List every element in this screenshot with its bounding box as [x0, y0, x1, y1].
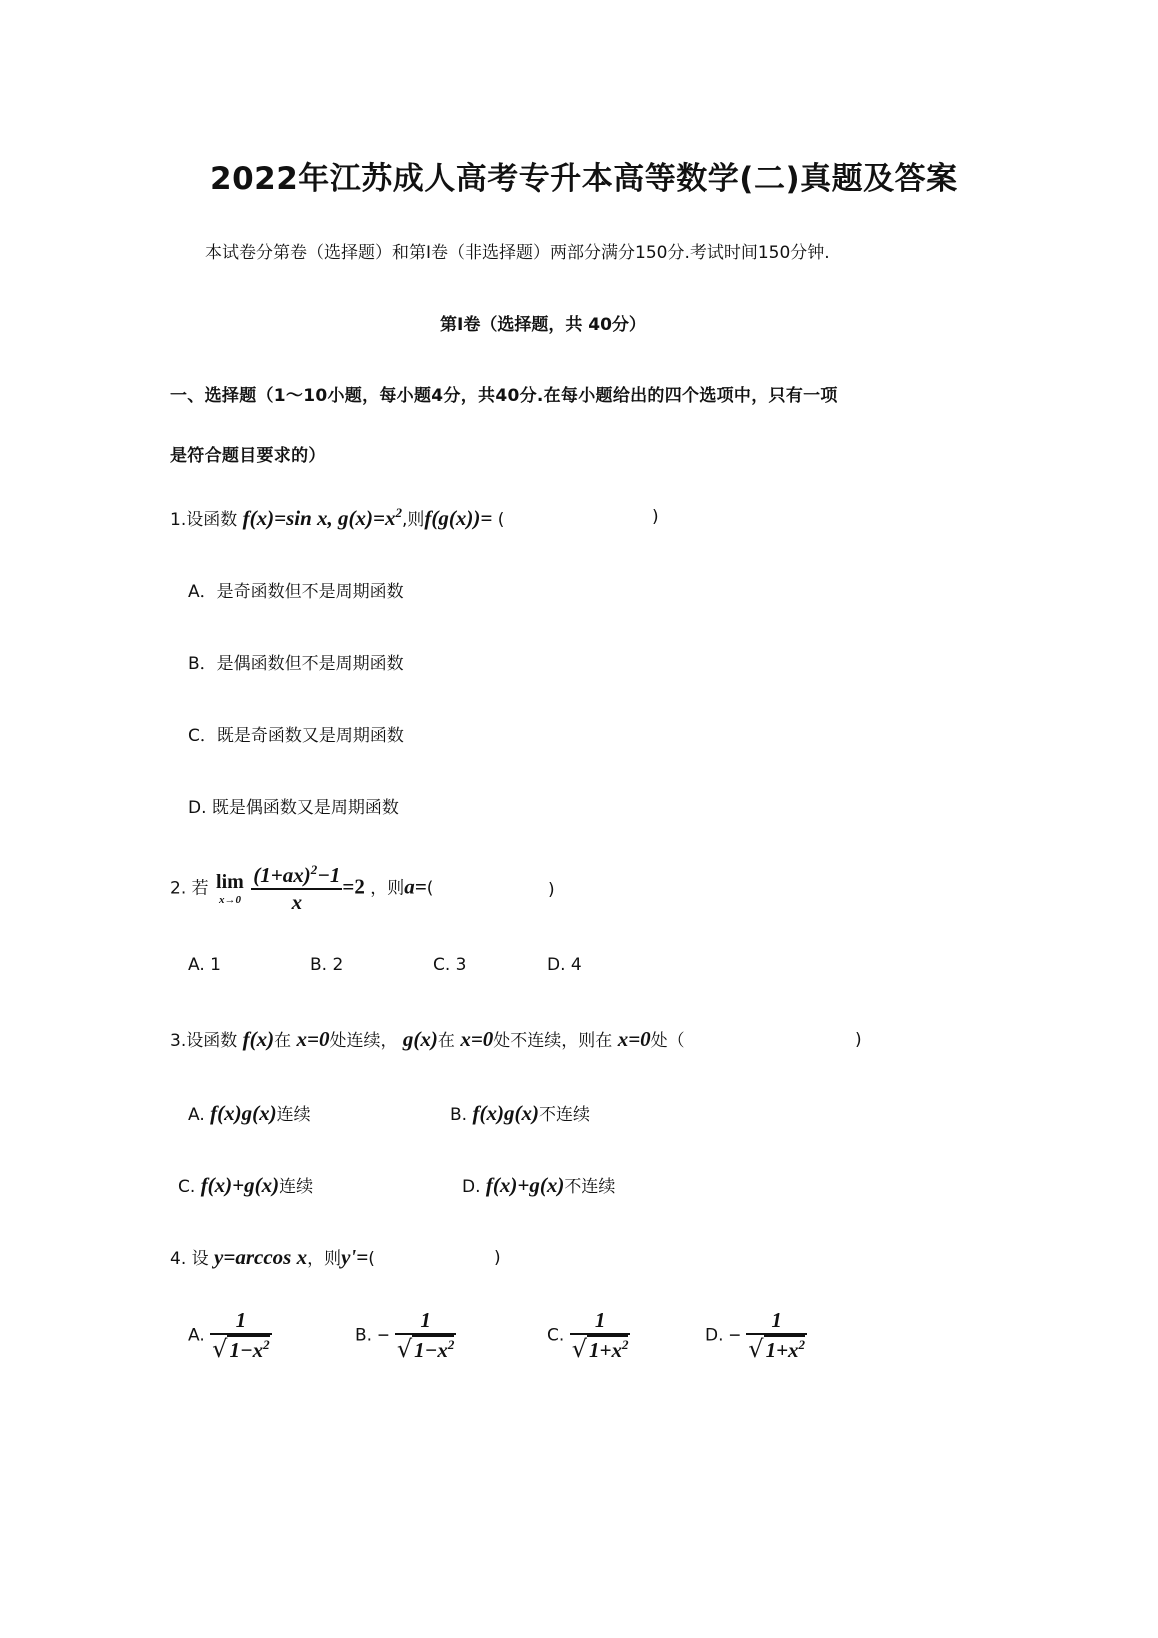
question-lead: 若: [191, 878, 209, 899]
question-number: 2.: [170, 878, 187, 899]
question-lead: 设函数: [186, 510, 238, 530]
option-d: D. 既是偶函数又是周期函数: [188, 798, 399, 818]
limit-operator: lim x→0: [216, 871, 244, 906]
limit-fraction: $\frac{(1+ax)^2-1}{x}$: [253, 862, 341, 914]
question-text: 处连续，: [329, 1031, 398, 1051]
section-heading-line2: 是符合题目要求的）: [170, 446, 326, 466]
question-text: ，则: [307, 1249, 342, 1269]
question-number: 3.: [170, 1031, 187, 1051]
answer-paren-close: ): [548, 880, 555, 900]
answer-paren-open: (: [497, 510, 505, 530]
math-expression: f(x)=sin x, $g(x)=x^2$: [242, 505, 402, 530]
math-expression: x=0: [460, 1027, 494, 1051]
question-text: ，则: [370, 878, 405, 899]
answer-paren-close: ): [652, 507, 659, 527]
math-expression: =2: [342, 874, 365, 899]
question-text: ,则: [401, 510, 425, 530]
option-d: D. f(x)+g(x)不连续: [462, 1173, 616, 1197]
math-expression: f(x): [242, 1027, 275, 1051]
question-lead: 设: [191, 1249, 209, 1269]
answer-paren-open: (: [368, 1249, 375, 1269]
question-text: 处（: [650, 1031, 685, 1051]
option-d: D. 4: [547, 955, 582, 975]
option-a: A. $\frac{1}{√1-x^2}$: [188, 1308, 270, 1363]
question-text: 处不连续，则在: [493, 1031, 613, 1051]
question-text: 在: [437, 1031, 455, 1051]
option-c: C. 3: [433, 955, 467, 975]
question-4: [170, 1244, 375, 1270]
option-a: A．是奇函数但不是周期函数: [188, 582, 404, 602]
option-b: B. − $\frac{1}{√1-x^2}$: [355, 1308, 455, 1363]
answer-paren-close: ): [494, 1248, 501, 1268]
option-c: C. f(x)+g(x)连续: [178, 1173, 314, 1197]
math-expression: y=arccos x: [214, 1245, 308, 1269]
option-a: A. 1: [188, 955, 221, 975]
option-b: B. 2: [310, 955, 344, 975]
exam-intro: 本试卷分第卷（选择题）和第Ⅰ卷（非选择题）两部分满分150分.考试时间150分钟.: [205, 243, 830, 263]
option-b: B. f(x)g(x)不连续: [450, 1101, 590, 1125]
option-a: A. f(x)g(x)连续: [188, 1101, 311, 1125]
question-1: [170, 505, 504, 531]
option-d: D. − $\frac{1}{√1+x^2}$: [705, 1308, 806, 1363]
answer-paren-close: ): [855, 1030, 862, 1050]
math-expression: y'=: [341, 1245, 369, 1269]
question-number: 4.: [170, 1249, 187, 1269]
option-c: C．既是奇函数又是周期函数: [188, 726, 404, 746]
math-expression: g(x): [402, 1027, 438, 1051]
answer-paren-open: (: [426, 878, 434, 899]
section-heading-line1: 一、选择题（1～10小题，每小题4分，共40分.在每小题给出的四个选项中，只有一项: [170, 386, 838, 406]
option-c: C. $\frac{1}{√1+x^2}$: [547, 1308, 629, 1363]
math-expression: f(g(x))=: [424, 506, 493, 530]
math-expression: a=: [404, 874, 427, 899]
question-text: 在: [274, 1031, 292, 1051]
question-lead: 设函数: [186, 1031, 238, 1051]
page-title: 2022年江苏成人高考专升本高等数学(二)真题及答案: [210, 161, 958, 197]
part-heading: 第Ⅰ卷（选择题，共 40分）: [440, 315, 646, 335]
question-3: [170, 1026, 685, 1052]
question-number: 1.: [170, 510, 187, 530]
math-expression: x=0: [296, 1027, 330, 1051]
option-b: B．是偶函数但不是周期函数: [188, 654, 404, 674]
question-2: [170, 862, 433, 915]
math-expression: x=0: [617, 1027, 651, 1051]
